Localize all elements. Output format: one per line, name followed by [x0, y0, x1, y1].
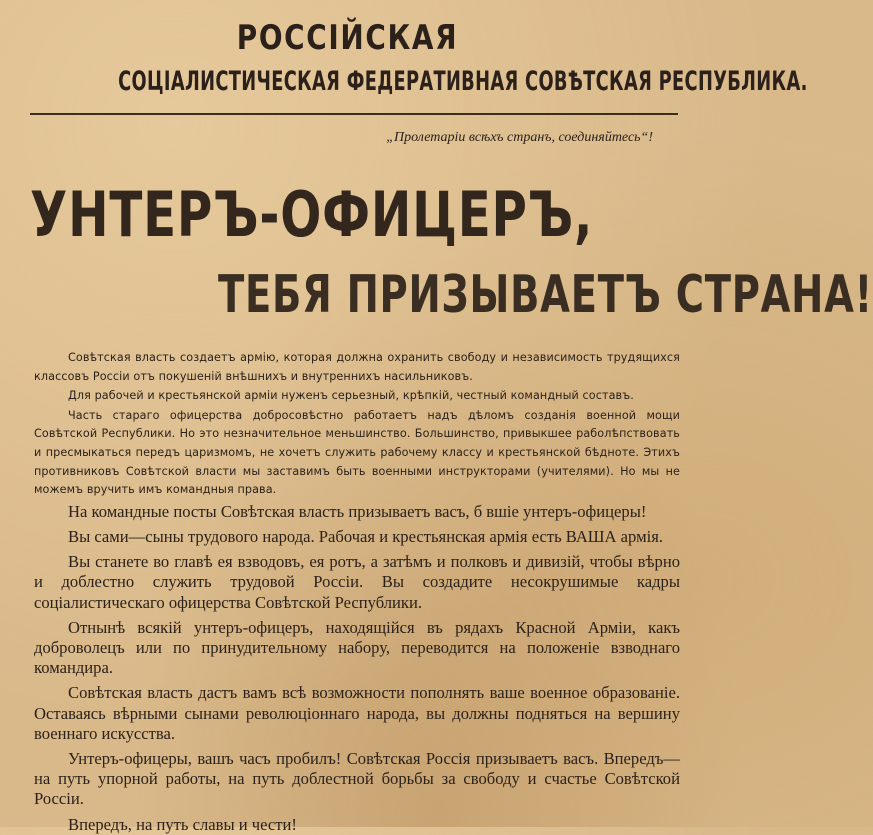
paragraph: Совѣтская власть дастъ вамъ всѣ возможности пополнять ваше военное образованіе. Оставаясь вѣрными сынами революціоннаго народа, вы должны подняться на вершину военнаго искусства.	[34, 683, 680, 743]
paragraph: Унтеръ-офицеры, вашъ часъ пробилъ! Совѣтская Россія призываетъ васъ. Впередъ—на путь упорной работы, на путь доблестной борьбы за свободу и счастье Совѣтской Россіи.	[34, 748, 680, 809]
paragraph: Вы сами—сыны трудового народа. Рабочая и крестьянская армія есть ВАША армія.	[68, 526, 663, 546]
closing-line: Впередъ, на путь славы и чести!	[68, 814, 297, 834]
appeal-block	[34, 502, 680, 835]
paragraph: Для рабочей и крестьянской арміи нуженъ серьезный, крѣпкій, честный командный составъ.	[68, 389, 634, 403]
title-line-2: ТЕБЯ ПРИЗЫВАЕТЪ СТРАНА!	[218, 265, 873, 325]
paragraph: Часть стараго офицерства добросовѣстно работаетъ надъ дѣломъ созданія военной мощи Совѣтской Республики. Но это незначительное меньшинство. Большинство, привыкшее раболѣпствовать и пресмыкаться передъ царизмомъ, не хочетъ служить рабочему классу и крестьянской бѣдноте. Этихъ противниковъ Совѣтской власти мы заставимъ быть военными инструкторами (учителями). Но мы не можемъ вручить имъ командныя права.	[34, 408, 680, 497]
header-country: РОССІЙСКАЯ	[236, 18, 459, 58]
paragraph: Совѣтская власть создаетъ армію, которая должна охранить свободу и независимость трудящихся классовъ Россіи отъ покушеній внѣшнихъ и внутреннихъ насильниковъ.	[34, 351, 680, 383]
paragraph: Вы станете во главѣ ея взводовъ, ея ротъ, а затѣмъ и полковъ и дивизій, чтобы вѣрно и доблестно служить трудовой Россіи. Вы создадите несокрушимые кадры соціалистическаго офицерства Совѣтской Республики.	[34, 552, 680, 612]
header-rule	[30, 113, 678, 115]
intro-block	[34, 349, 680, 500]
body-text	[34, 349, 680, 835]
slogan: „Пролетаріи всѣхъ странъ, соединяйтесь“!	[386, 130, 653, 145]
paragraph: На командные посты Совѣтская власть призываетъ васъ, б вшіе унтеръ-офицеры!	[68, 501, 647, 521]
header-republic: СОЦІАЛИСТИЧЕСКАЯ ФЕДЕРАТИВНАЯ СОВѢТСКАЯ РЕСПУБЛИКА.	[118, 66, 808, 97]
title-line-1: УНТЕРЪ-ОФИЦЕРЪ,	[30, 178, 594, 251]
paragraph: Отнынѣ всякій унтеръ-офицеръ, находящійся въ рядахъ Красной Арміи, какъ доброволецъ или по принудительному набору, переводится на положеніе взводнаго командира.	[34, 617, 680, 678]
